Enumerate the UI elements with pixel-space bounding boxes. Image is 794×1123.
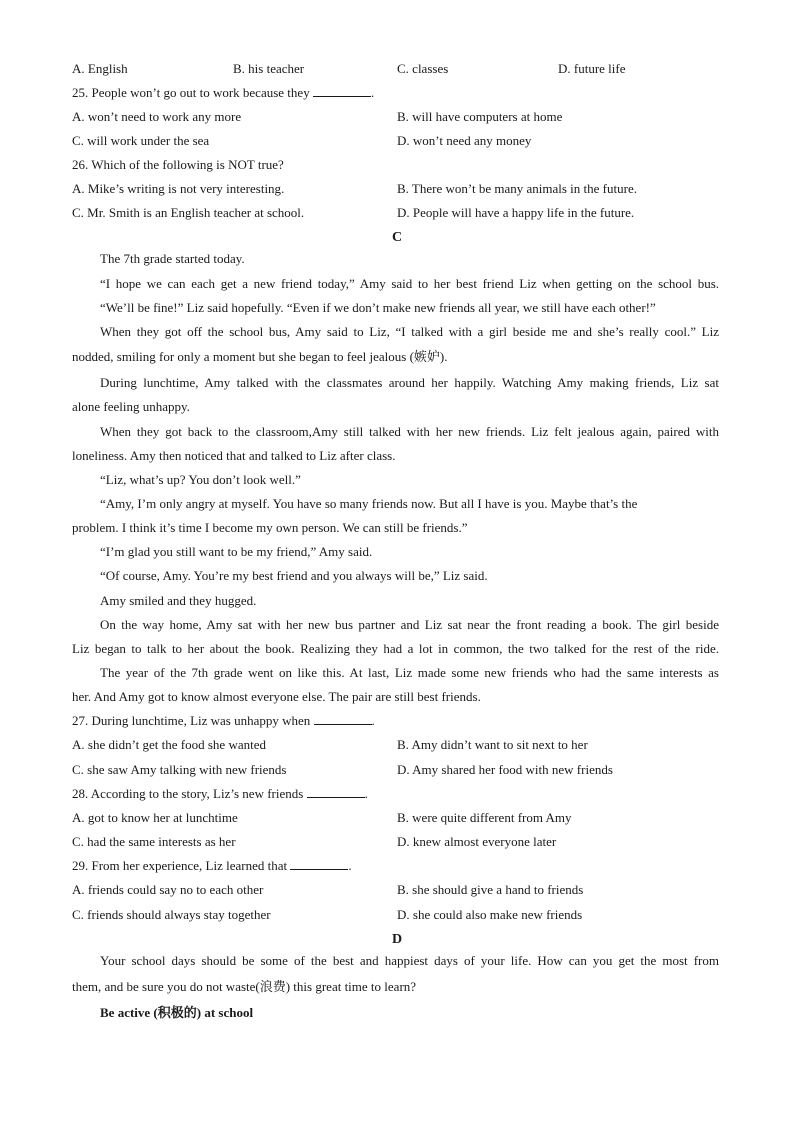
q29-stem-end: . [348,858,352,873]
passage-c-paragraph-cont: problem. I think it’s time I become my own person. We can still be friends.” [72,520,468,535]
q26-stem: 26. Which of the following is NOT true? [72,157,284,172]
q28-option-a: A. got to know her at lunchtime [72,810,238,825]
q26-option-b: B. There won’t be many animals in the future. [397,181,637,196]
section-d-heading: D [391,932,403,947]
q27-stem [72,713,375,729]
q27-option-b: B. Amy didn’t want to sit next to her [397,737,588,752]
passage-c-paragraph: During lunchtime, Amy talked with the classmates around her happily. Watching Amy making friends, Liz sat [100,375,719,390]
answer-blank [307,786,365,798]
q29-stem-text: 29. From her experience, Liz learned that [72,858,288,873]
q26-option-a: A. Mike’s writing is not very interesting. [72,181,285,196]
answer-blank [290,858,348,870]
q26-option-d: D. People will have a happy life in the future. [397,205,635,220]
passage-c-paragraph: The 7th grade started today. [100,251,245,266]
section-c-heading: C [391,230,403,245]
q28-stem-end: . [364,786,368,801]
q29-stem [72,858,352,874]
q24-option-b: B. his teacher [233,61,305,76]
passage-c-paragraph: “Amy, I’m only angry at myself. You have so many friends now. But all I have is you. Maybe that’s the [100,496,638,511]
passage-c-paragraph-cont: alone feeling unhappy. [72,399,190,414]
passage-c-paragraph: Amy smiled and they hugged. [100,593,257,608]
answer-blank [313,85,371,97]
passage-c-paragraph-cont: Liz began to talk to her about the book. Realizing they had a lot in common, the two talked for the rest of the ride. [72,641,719,656]
q28-stem-text: 28. According to the story, Liz’s new friends [72,786,304,801]
q27-option-a: A. she didn’t get the food she wanted [72,737,266,752]
passage-c-paragraph: “Liz, what’s up? You don’t look well.” [100,472,301,487]
q25-option-c: C. will work under the sea [72,133,210,148]
passage-c-paragraph-cont: her. And Amy got to know almost everyone else. The pair are still best friends. [72,689,481,704]
q25-option-d: D. won’t need any money [397,133,532,148]
passage-c-paragraph: When they got off the school bus, Amy said to Liz, “I talked with a girl beside me and she’s really cool.” Liz [100,324,719,339]
q25-stem [72,85,374,101]
passage-c-paragraph: “I hope we can each get a new friend today,” Amy said to her best friend Liz when getting on the school bus. [100,276,719,291]
passage-c-paragraph: The year of the 7th grade went on like this. At last, Liz made some new friends who had the same interests as [100,665,719,680]
q27-stem-end: . [371,713,375,728]
passage-d-paragraph: Your school days should be some of the best and happiest days of your life. How can you get the most from [100,953,719,968]
passage-c-paragraph: On the way home, Amy sat with her new bus partner and Liz sat near the front reading a book. The girl beside [100,617,719,632]
q29-option-b: B. she should give a hand to friends [397,882,584,897]
q29-option-a: A. friends could say no to each other [72,882,264,897]
passage-c-paragraph: “I’m glad you still want to be my friend,” Amy said. [100,544,373,559]
passage-d-subheading: Be active (积极的) at school [100,1005,254,1020]
q27-option-d: D. Amy shared her food with new friends [397,762,613,777]
passage-c-paragraph-cont: loneliness. Amy then noticed that and talked to Liz after class. [72,448,396,463]
passage-c-paragraph: “Of course, Amy. You’re my best friend and you always will be,” Liz said. [100,568,488,583]
q28-option-c: C. had the same interests as her [72,834,236,849]
passage-c-paragraph: “We’ll be fine!” Liz said hopefully. “Even if we don’t make new friends all year, we still have each other!” [100,300,656,315]
q25-option-a: A. won’t need to work any more [72,109,242,124]
q26-option-c: C. Mr. Smith is an English teacher at school. [72,205,305,220]
passage-d-paragraph-cont: them, and be sure you do not waste(浪费) this great time to learn? [72,979,417,994]
q27-stem-text: 27. During lunchtime, Liz was unhappy when [72,713,311,728]
q25-stem-text: 25. People won’t go out to work because they [72,85,310,100]
q24-option-d: D. future life [558,61,626,76]
passage-c-paragraph-cont: nodded, smiling for only a moment but she began to feel jealous (嫉妒). [72,349,448,364]
q24-option-c: C. classes [397,61,449,76]
q27-option-c: C. she saw Amy talking with new friends [72,762,287,777]
q24-option-a: A. English [72,61,128,76]
q28-option-b: B. were quite different from Amy [397,810,572,825]
q28-option-d: D. knew almost everyone later [397,834,557,849]
q25-stem-end: . [370,85,375,100]
q28-stem [72,786,368,802]
q25-option-b: B. will have computers at home [397,109,563,124]
answer-blank [314,713,372,725]
q29-option-c: C. friends should always stay together [72,907,271,922]
passage-c-paragraph: When they got back to the classroom,Amy still talked with her new friends. Liz felt jealous again, paired with [100,424,719,439]
q29-option-d: D. she could also make new friends [397,907,583,922]
